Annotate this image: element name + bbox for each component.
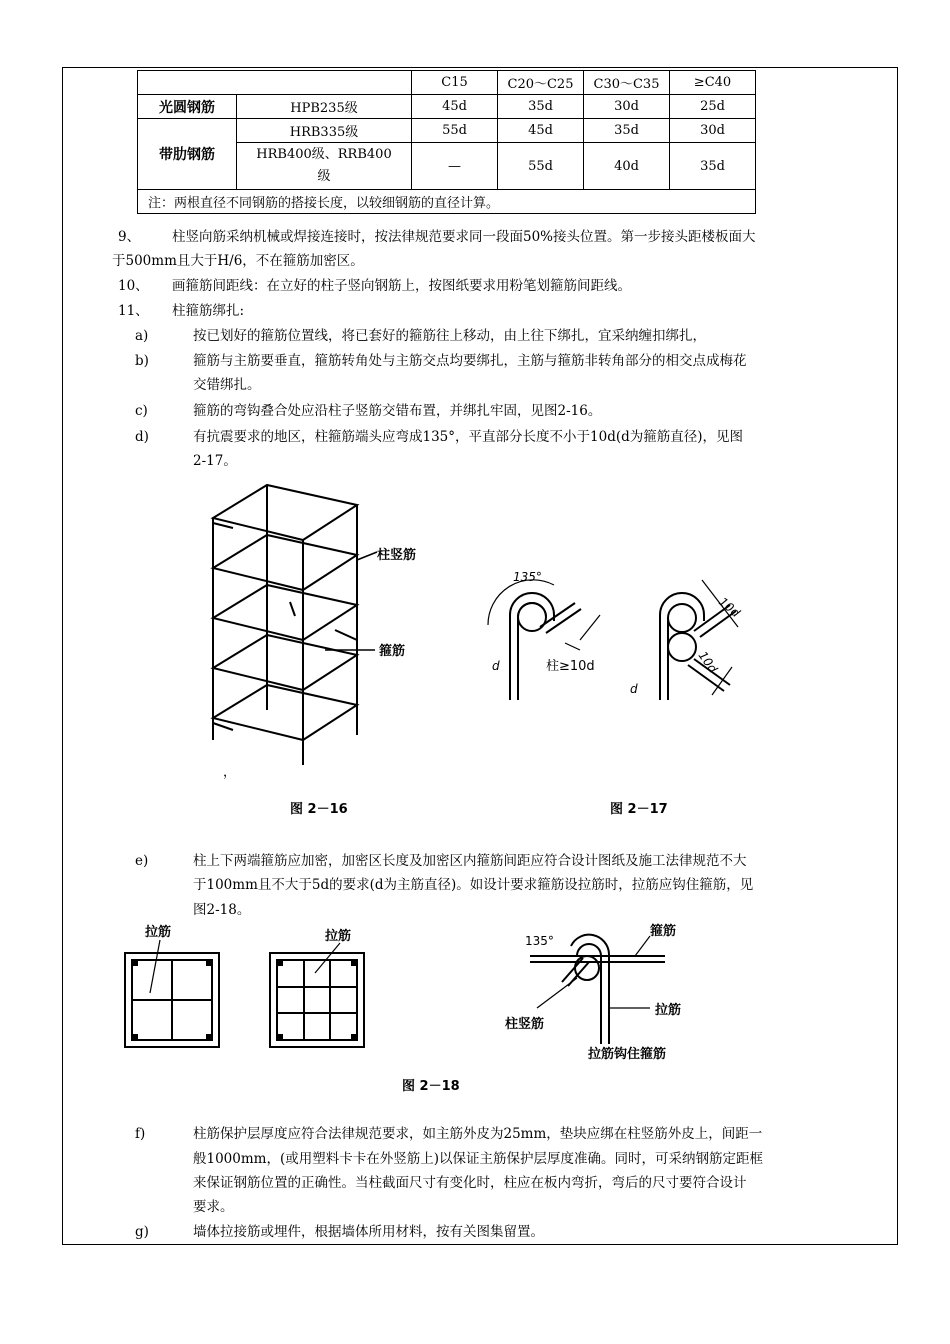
fig18-angle-label: 135° [525,934,554,948]
fig17-angle-label: 135° [513,570,542,584]
fig16-stirrup-label: 箍筋 [379,644,406,659]
table-cell: 45d [498,119,584,143]
fig18-tie-label: 拉筋 [145,925,172,940]
table-cell: 35d [670,143,756,190]
fig18-tie-label: 拉筋 [655,1003,682,1018]
sub-item-f-line-2: 般1000mm，(或用塑料卡卡在外竖筋上)以保证主筋保护层厚度准确。同时，可采纳钢筋定距框 [193,1151,763,1167]
table-cell: 55d [498,143,584,190]
table-cell: 45d [412,95,498,119]
ribbed-bar-label: 带肋钢筋 [138,119,237,190]
item-number: 11、 [118,303,149,319]
figure-2-17-drawing [480,555,760,715]
item-11-text: 柱箍筋绑扎: [172,303,245,319]
table-header-row [138,71,756,95]
sub-item-label: e) [135,853,149,869]
sub-item-label: c) [135,403,148,419]
table-note-row [138,190,756,214]
table-note: 注：两根直径不同钢筋的搭接长度，以较细钢筋的直径计算。 [138,190,756,214]
sub-item-f-line-3: 来保证钢筋位置的正确性。当柱截面尺寸有变化时，柱应在板内弯折，弯后的尺寸要符合设计 [193,1175,747,1191]
table-cell: 40d [584,143,670,190]
sub-item-label: b) [135,353,149,369]
fig-2-18-caption: 图 2－18 [402,1079,460,1094]
header-cell: C20～C25 [498,71,584,95]
figure-2-16-drawing [195,480,435,780]
header-cell: C30～C35 [584,71,670,95]
table-cell: 30d [670,119,756,143]
grade-cell: HPB235级 [237,95,412,119]
fig17-10d-label: 10d [695,648,721,676]
table-cell: — [412,143,498,190]
fig-2-17-caption: 图 2－17 [610,802,668,817]
fig18-hook-label: 拉筋钩住箍筋 [588,1047,667,1062]
sub-item-d-line-2: 2-17。 [193,453,237,469]
sub-item-c: 箍筋的弯钩叠合处应沿柱子竖筋交错布置，并绑扎牢固，见图2-16。 [193,403,602,419]
sub-item-f-line-4: 要求。 [193,1199,234,1215]
fig18-stirrup-label: 箍筋 [650,924,677,939]
sub-item-label: d) [135,429,149,445]
sub-item-e-line-2: 于100mm且不大于5d的要求(d为主筋直径)。如设计要求箍筋设拉筋时，拉筋应钩住箍筋，见 [193,877,754,893]
sub-item-d-line-1: 有抗震要求的地区，柱箍筋端头应弯成135°，平直部分长度不小于10d(d为箍筋直径)，见图 [193,429,744,445]
fig17-d-label: d [630,682,638,696]
table-row [138,95,756,119]
header-cell: C15 [412,71,498,95]
sub-item-b-line-1: 箍筋与主筋要垂直，箍筋转角处与主筋交点均要绑扎，主筋与箍筋非转角部分的相交点成梅花 [193,353,747,369]
table-cell: 35d [498,95,584,119]
fig16-vertical-label: 柱竖筋 [377,548,417,563]
sub-item-label: f) [135,1126,146,1142]
grade-cell: HRB335级 [237,119,412,143]
sub-item-e-line-1: 柱上下两端箍筋应加密，加密区长度及加密区内箍筋间距应符合设计图纸及施工法律规范不大 [193,853,747,869]
table-cell: 35d [584,119,670,143]
header-cell: ≥C40 [670,71,756,95]
fig17-length-label: 柱≥10d [546,659,595,674]
fig17-10d-label: 10d [716,594,743,621]
sub-item-a: 按已划好的箍筋位置线，将已套好的箍筋往上移动，由上往下绑扎，宜采纳缠扣绑扎， [193,328,706,344]
item-number: 10、 [118,278,149,294]
grade-cell: HRB400级、RRB400级 [237,143,412,190]
item-number: 9、 [118,229,141,245]
table-row [138,119,756,143]
item-9-line-1: 柱竖向筋采纳机械或焊接连接时，按法律规范要求同一段面50%接头位置。第一步接头距楼板面大 [172,229,756,245]
figure-2-18-drawing [115,918,715,1068]
fig16-mark: ， [223,765,237,780]
sub-item-f-line-1: 柱筋保护层厚度应符合法律规范要求，如主筋外皮为25mm，垫块应绑在柱竖筋外皮上，间距一 [193,1126,763,1142]
lap-length-table [137,70,756,214]
item-9-line-2: 于500mm且大于H/6，不在箍筋加密区。 [112,253,364,269]
table-cell: 55d [412,119,498,143]
plain-bar-label: 光圆钢筋 [138,95,237,119]
sub-item-label: a) [135,328,149,344]
sub-item-label: g) [135,1224,149,1240]
fig17-d-label: d [492,659,500,673]
table-cell: 30d [584,95,670,119]
sub-item-e-line-3: 图2-18。 [193,902,251,918]
sub-item-b-line-2: 交错绑扎。 [193,377,261,393]
fig-2-16-caption: 图 2－16 [290,802,348,817]
sub-item-g: 墙体拉接筋或埋件，根据墙体所用材料，按有关图集留置。 [193,1224,544,1240]
fig18-tie-label: 拉筋 [325,929,352,944]
fig18-vertical-label: 柱竖筋 [505,1017,545,1032]
item-10-text: 画箍筋间距线：在立好的柱子竖向钢筋上，按图纸要求用粉笔划箍筋间距线。 [172,278,631,294]
table-cell: 25d [670,95,756,119]
